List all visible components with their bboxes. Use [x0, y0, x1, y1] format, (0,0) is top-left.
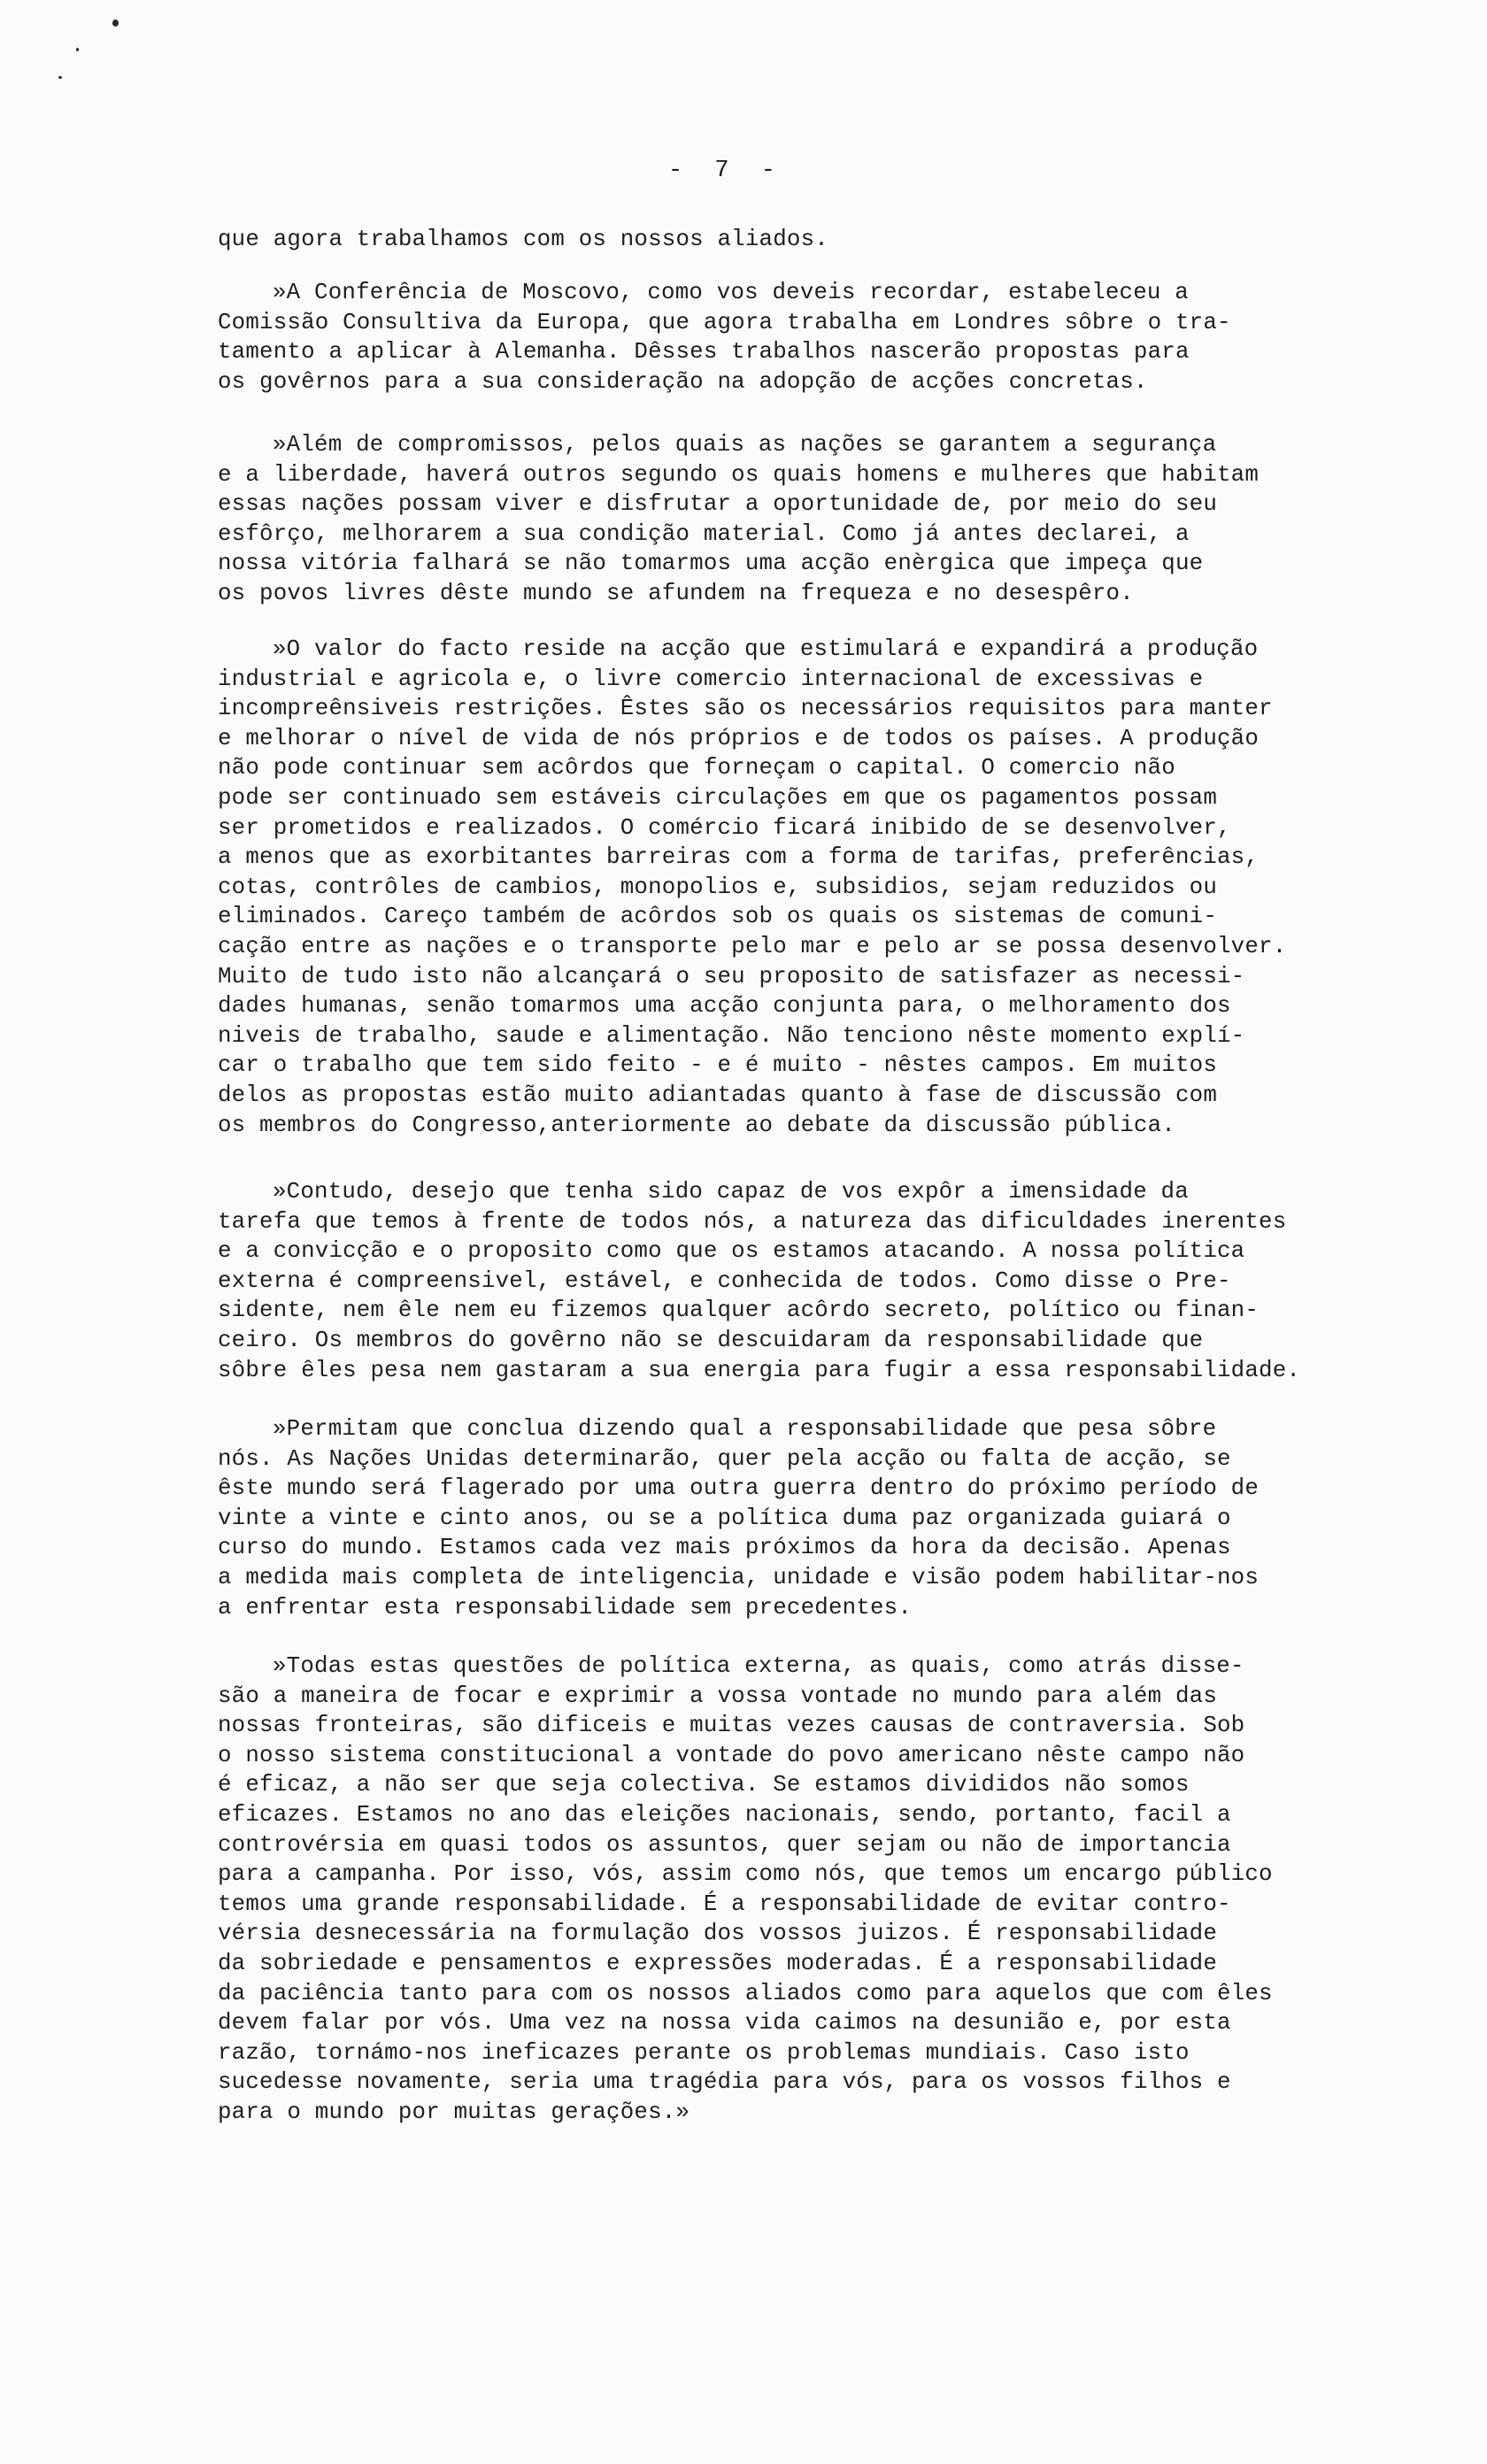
- text-line: tamento a aplicar à Alemanha. Dêsses trabalhos nascerão propostas para: [218, 339, 1190, 366]
- text-line: industrial e agricola e, o livre comercio internacional de excessivas e: [218, 666, 1204, 692]
- text-line: esfôrço, melhorarem a sua condição material. Como já antes declarei, a: [218, 520, 1190, 547]
- text-line: »Permitam que conclua dizendo qual a responsabilidade que pesa sôbre: [273, 1416, 1217, 1442]
- text-line: devem falar por vós. Uma vez na nossa vida caimos na desunião e, por esta: [218, 2010, 1231, 2037]
- text-line: da paciência tanto para com os nossos aliados como para aquelos que com êles: [218, 1980, 1273, 2006]
- text-line: sucedesse novamente, seria uma tragédia para vós, para os vossos filhos e: [218, 2069, 1231, 2096]
- text-line: tarefa que temos à frente de todos nós, a natureza das dificuldades inerentes: [218, 1208, 1287, 1235]
- paragraph-4: [218, 635, 1368, 1140]
- text-line: pode ser continuado sem estáveis circulações em que os pagamentos possam: [218, 784, 1218, 811]
- text-line: »Contudo, desejo que tenha sido capaz de vos expôr a imensidade da: [273, 1179, 1189, 1205]
- text-line: controvérsia em quasi todos os assuntos, quer sejam ou não de importancia: [218, 1831, 1231, 1858]
- text-line: os povos livres dêste mundo se afundem na frequeza e no desespêro.: [218, 580, 1134, 606]
- paragraph-7: [218, 1652, 1368, 2128]
- text-line: »Além de compromissos, pelos quais as nações se garantem a segurança: [273, 432, 1217, 458]
- text-line: sôbre êles pesa nem gastaram a sua energia para fugir a essa responsabilidade.: [218, 1357, 1301, 1383]
- text-line: nossa vitória falhará se não tomarmos uma acção enèrgica que impeça que: [218, 551, 1204, 577]
- text-line: são a maneira de focar e exprimir a vossa vontade no mundo para além das: [218, 1682, 1218, 1709]
- page-number: - 7 -: [668, 158, 785, 184]
- text-line: êste mundo será flagerado por uma outra guerra dentro do próximo período de: [218, 1475, 1260, 1502]
- text-line: que agora trabalhamos com os nossos aliados.: [218, 227, 828, 252]
- text-line: razão, tornámo-nos ineficazes perante os problemas mundiais. Caso isto: [218, 2039, 1190, 2066]
- text-line: »Todas estas questões de política externa, as quais, como atrás disse-: [273, 1653, 1244, 1679]
- text-line: e melhorar o nível de vida de nós próprios e de todos os países. A produção: [218, 725, 1260, 751]
- text-line: o nosso sistema constitucional a vontade do povo americano nêste campo não: [218, 1742, 1245, 1768]
- text-line: cotas, contrôles de cambios, monopolios e, subsidios, sejam reduzidos ou: [218, 874, 1218, 900]
- text-line: vérsia desnecessária na formulação dos vossos juizos. É responsabilidade: [218, 1921, 1218, 1947]
- ink-speck: [76, 48, 79, 51]
- text-line: não pode continuar sem acôrdos que forneçam o capital. O comercio não: [218, 755, 1175, 782]
- paragraph-6: [218, 1414, 1368, 1622]
- ink-speck: [58, 76, 62, 79]
- text-line: eficazes. Estamos no ano das eleições nacionais, sendo, portanto, facil a: [218, 1801, 1231, 1828]
- text-line: »A Conferência de Moscovo, como vos deveis recordar, estabeleceu a: [273, 280, 1189, 305]
- text-line: curso do mundo. Estamos cada vez mais próximos da hora da decisão. Apenas: [218, 1535, 1231, 1561]
- text-line: para a campanha. Por isso, vós, assim como nós, que temos um encargo público: [218, 1861, 1273, 1888]
- text-line: os membros do Congresso,anteriormente ao debate da discussão pública.: [218, 1112, 1175, 1138]
- text-line: a menos que as exorbitantes barreiras com a forma de tarifas, preferências,: [218, 844, 1260, 871]
- ink-speck: [112, 19, 119, 27]
- text-line: niveis de trabalho, saude e alimentação. Não tenciono nêste momento explí-: [218, 1022, 1245, 1049]
- text-line: e a convicção e o proposito como que os estamos atacando. A nossa política: [218, 1238, 1245, 1265]
- paragraph-2: [218, 278, 1368, 397]
- text-line: Muito de tudo isto não alcançará o seu proposito de satisfazer as necessi-: [218, 963, 1245, 989]
- text-line: cação entre as nações e o transporte pelo mar e pelo ar se possa desenvolver.: [218, 933, 1287, 959]
- text-line: nossas fronteiras, são dificeis e muitas vezes causas de contraversia. Sob: [218, 1713, 1245, 1739]
- text-line: essas nações possam viver e disfrutar a oportunidade de, por meio do seu: [218, 491, 1218, 518]
- text-line: delos as propostas estão muito adiantadas quanto à fase de discussão com: [218, 1082, 1218, 1108]
- paragraph-1: [218, 225, 1368, 255]
- text-line: car o trabalho que tem sido feito - e é muito - nêstes campos. Em muitos: [218, 1052, 1218, 1079]
- text-line: ceiro. Os membros do govêrno não se descuidaram da responsabilidade que: [218, 1327, 1204, 1353]
- text-line: dades humanas, senão tomarmos uma acção conjunta para, o melhoramento dos: [218, 993, 1231, 1020]
- text-line: é eficaz, a não ser que seja colectiva. Se estamos divididos não somos: [218, 1772, 1190, 1798]
- text-line: ser prometidos e realizados. O comércio ficará inibido de se desenvolver,: [218, 814, 1231, 841]
- text-line: externa é compreensivel, estável, e conhecida de todos. Como disse o Pre-: [218, 1267, 1231, 1294]
- text-line: eliminados. Careço também de acôrdos sob os quais os sistemas de comuni-: [218, 904, 1218, 930]
- text-line: para o mundo por muitas gerações.»: [218, 2098, 690, 2125]
- text-line: a medida mais completa de inteligencia, unidade e visão podem habilitar-nos: [218, 1564, 1260, 1590]
- text-line: incompreênsiveis restrições. Êstes são os necessários requisitos para manter: [218, 696, 1273, 722]
- text-line: vinte a vinte e cinto anos, ou se a política duma paz organizada guiará o: [218, 1505, 1231, 1531]
- text-line: os govêrnos para a sua consideração na adopção de acções concretas.: [218, 368, 1148, 395]
- text-line: a enfrentar esta responsabilidade sem precedentes.: [218, 1594, 913, 1621]
- text-line: nós. As Nações Unidas determinarão, quer pela acção ou falta de acção, se: [218, 1445, 1231, 1472]
- text-line: e a liberdade, haverá outros segundo os quais homens e mulheres que habitam: [218, 461, 1260, 488]
- text-line: sidente, nem êle nem eu fizemos qualquer acôrdo secreto, político ou finan-: [218, 1297, 1260, 1324]
- text-line: temos uma grande responsabilidade. É a responsabilidade de evitar contro-: [218, 1890, 1231, 1917]
- paragraph-3: [218, 430, 1368, 609]
- text-line: da sobriedade e pensamentos e expressões moderadas. É a responsabilidade: [218, 1950, 1218, 1976]
- text-line: Comissão Consultiva da Europa, que agora trabalha em Londres sôbre o tra-: [218, 309, 1231, 335]
- text-line: »O valor do facto reside na acção que estimulará e expandirá a produção: [273, 636, 1259, 662]
- paragraph-5: [218, 1177, 1368, 1385]
